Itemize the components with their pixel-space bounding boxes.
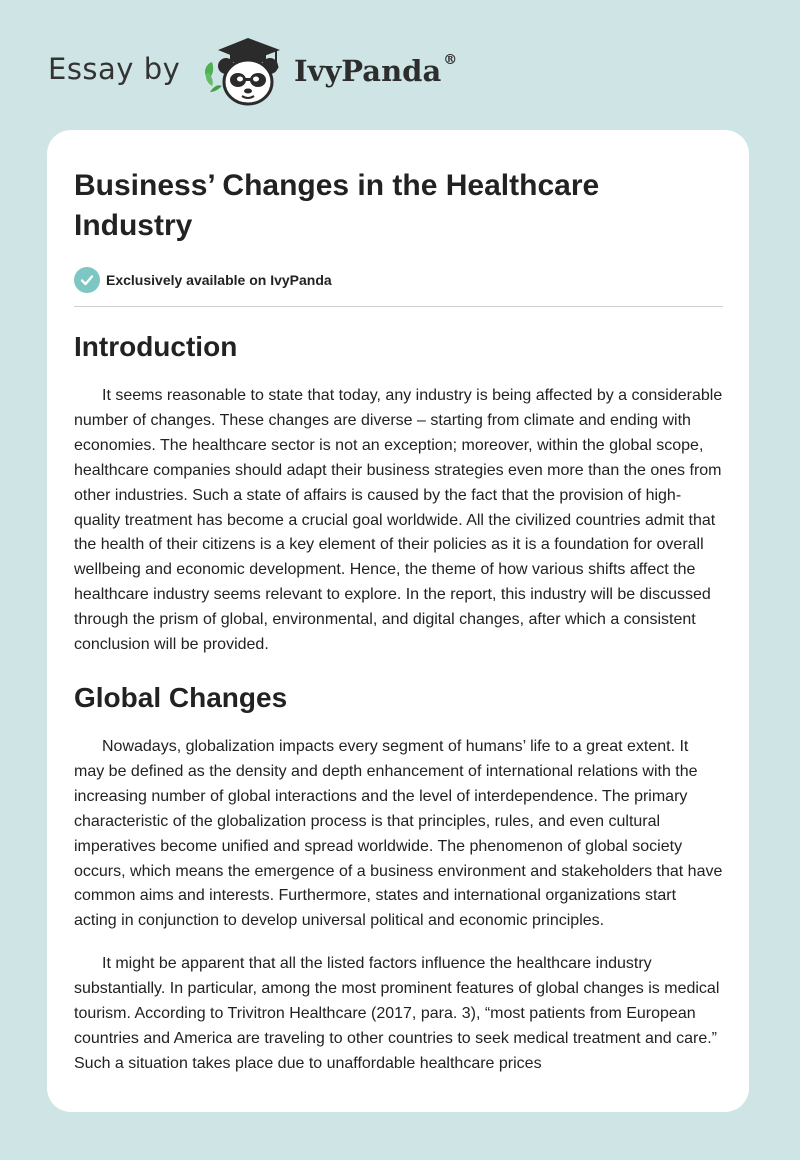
registered-mark: ® — [443, 52, 458, 68]
paragraph: It might be apparent that all the listed factors influence the healthcare industry substantially. In particular, among the most prominent features of global changes is medical tourism. According to Trivitron Healthcare (2017, para. 3), “most patients from European countries and America are traveling to other countries to seek medical treatment and care.” Such a situation takes place due to unaffordable healthcare prices — [74, 955, 720, 1072]
panda-logo-icon — [200, 36, 286, 108]
site-header — [0, 0, 800, 130]
section-heading-introduction: Introduction — [74, 331, 238, 362]
section-heading-global-changes: Global Changes — [74, 681, 288, 713]
article-content — [74, 166, 723, 1077]
brand-name: IvyPanda ® — [294, 52, 458, 88]
brand-prefix: Essay by — [48, 52, 181, 86]
exclusive-badge — [74, 266, 723, 294]
article-card — [47, 130, 749, 1112]
paragraph: It seems reasonable to state that today, any industry is being affected by a considerable number of changes. These changes are diverse – starting from climate and ending with economies. The healthcare sector is not an exception; moreover, within the global scope, healthcare companies should adapt their business strategies even more than the ones from other industries. Such a state of affairs is caused by the fact that the provision of high-quality treatment has become a crucial goal worldwide. All the civilized countries admit that the health of their citizens is a key element of their policies as it is a foundation for overall wellbeing and economic development. Hence, the theme of how various shifts affect the healthcare industry seems relevant to explore. In the report, this industry will be discussed through the prism of global, environmental, and digital changes, after which a consistent conclusion will be provided. — [74, 387, 723, 654]
article-title: Business’ Changes in the Healthcare Industry — [74, 169, 600, 242]
divider — [74, 306, 723, 307]
badge-label: Exclusively available on IvyPanda — [106, 272, 332, 288]
checkmark-icon — [74, 267, 100, 293]
paragraph: Nowadays, globalization impacts every segment of humans’ life to a great extent. It may be defined as the density and depth enhancement of international relations with the increasing number of global interactions and the level of interdependence. The primary characteristic of the globalization process is that principles, rules, and even cultural imperatives become unified and spread worldwide. The phenomenon of global society occurs, which means the emergence of a business environment and stakeholders that have common aims and interests. Furthermore, states and international organizations start acting in conjunction to develop universal political and economic principles. — [74, 737, 723, 930]
